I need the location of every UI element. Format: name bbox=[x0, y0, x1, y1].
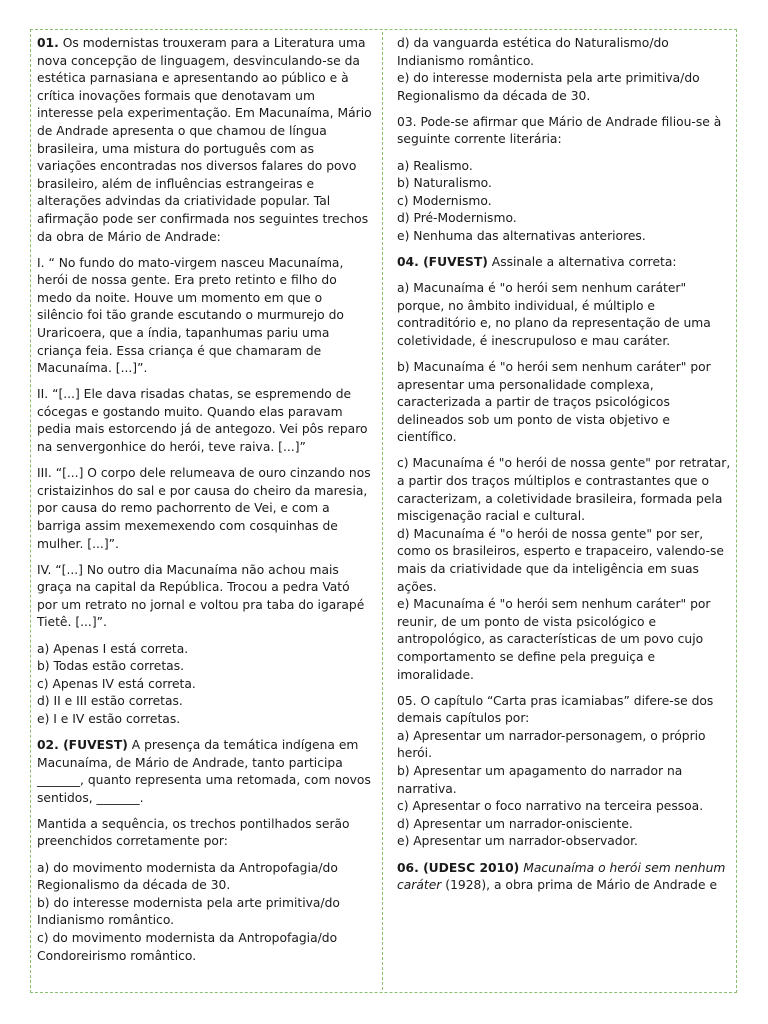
option: c) Apresentar o foco narrativo na terceira pessoa. bbox=[397, 799, 704, 814]
option: b) Todas estão corretas. bbox=[37, 659, 185, 674]
option: e) Apresentar um narrador-observador. bbox=[397, 834, 638, 849]
option: b) Apresentar um apagamento do narrador na narrativa. bbox=[397, 764, 683, 796]
question-01-options bbox=[37, 641, 372, 729]
question-01-excerpt-4: IV. “[...] No outro dia Macunaíma não achou mais graça na capital da República. Trocou a pedra Vató por um retrato no jornal e voltou pra taba do igarapé Tietê. [...]”. bbox=[37, 562, 365, 630]
option: b) Naturalismo. bbox=[397, 176, 492, 191]
question-05-stem: 05. O capítulo “Carta pras icamiabas” difere-se dos demais capítulos por: bbox=[397, 693, 714, 726]
question-06-stem bbox=[397, 860, 731, 895]
option: c) Apenas IV está correta. bbox=[37, 676, 196, 691]
question-01-excerpt-2: II. “[...] Ele dava risadas chatas, se espremendo de cócegas e gostando muito. Quando elas paravam pedia mais estorcendo já de antegozo. Vei pôs reparo na senvergonhice do herói, teve raiva. [...]” bbox=[37, 387, 368, 455]
question-02-option-c: c) do movimento modernista da Antropofagia/do Condoreirismo romântico. bbox=[37, 930, 338, 963]
question-02-instruction: Mantida a sequência, os trechos pontilhados serão preenchidos corretamente por: bbox=[37, 816, 350, 849]
question-04-option-e: e) Macunaíma é "o herói sem nenhum caráter" por reunir, de um ponto de vista psicológico e antropológico, as características de um povo cujo comportamento se define pela preguiça e imoralidade. bbox=[397, 597, 711, 682]
option: a) Apenas I está correta. bbox=[37, 641, 189, 656]
question-02-stem bbox=[37, 737, 372, 807]
option: c) Modernismo. bbox=[397, 193, 492, 208]
option: d) Pré-Modernismo. bbox=[397, 211, 517, 226]
option: d) II e III estão corretas. bbox=[37, 694, 183, 709]
question-02-option-e: e) do interesse modernista pela arte primitiva/do Regionalismo da década de 30. bbox=[397, 71, 700, 103]
question-04-option-a: a) Macunaíma é "o herói sem nenhum caráter" porque, no âmbito individual, é múltiplo e contraditório e, no plano da representação de uma coletividade, é inescrupuloso e mau caráter. bbox=[397, 281, 711, 348]
question-04-stem bbox=[397, 254, 731, 272]
right-column bbox=[397, 35, 731, 903]
question-06-number: 06. (UDESC 2010) bbox=[397, 860, 520, 875]
question-02-option-d: d) da vanguarda estética do Naturalismo/do Indianismo romântico. bbox=[397, 36, 669, 68]
option: e) I e IV estão corretas. bbox=[37, 711, 181, 726]
question-02-option-b: b) do interesse modernista pela arte primitiva/do Indianismo romântico. bbox=[37, 895, 340, 928]
question-02-text: A presença da temática indígena em Macunaíma, de Mário de Andrade, tanto participa _______, quanto representa uma retomada, com novos sentidos, _______. bbox=[37, 737, 371, 805]
question-01-excerpt-3: III. “[...] O corpo dele relumeava de ouro cinzando nos cristaizinhos do sal e por causa do cheiro da maresia, por causa do remo pachorrento de Vei, e com a barriga assim mexemexendo com cosquinhas de mulher. [...]”. bbox=[37, 466, 371, 551]
question-04-text: Assinale a alternativa correta: bbox=[491, 255, 677, 270]
question-01-number: 01. bbox=[37, 36, 59, 50]
question-02-number: 02. (FUVEST) bbox=[37, 737, 128, 752]
question-01-intro bbox=[37, 35, 372, 246]
question-01-excerpt-1: I. “ No fundo do mato-virgem nasceu Macunaíma, herói de nossa gente. Era preto retinto e filho do medo da noite. Houve um momento em que o silêncio foi tão grande escutando o murmurejo do Uraricoera, que a índia, tapanhumas pariu uma criança feia. Essa criança é que chamaram de Macunaíma. [...]”. bbox=[37, 255, 344, 376]
option: d) Apresentar um narrador-onisciente. bbox=[397, 816, 633, 831]
question-04-option-b: b) Macunaíma é "o herói sem nenhum caráter" por apresentar uma personalidade complexa, caracterizada a partir de traços psicológicos delineados sob um ponto de vista objetivo e científico. bbox=[397, 360, 711, 445]
question-04-option-d: d) Macunaíma é "o herói de nossa gente" por ser, como os brasileiros, esperto e trapaceiro, valendo-se mais da criatividade que da inteligência em suas ações. bbox=[397, 526, 724, 594]
question-04-option-c: c) Macunaíma é "o herói de nossa gente" por retratar, a partir dos traços múltiplos e contrastantes que o caracterizam, a coletividade brasileira, formada pela miscigenação racial e cultural. bbox=[397, 456, 731, 524]
question-01-text: Os modernistas trouxeram para a Literatura uma nova concepção de linguagem, desvinculando-se da estética parnasiana e apresentando ao público e à crítica inovações formais que denotavam um interesse pela experimentação. Em Macunaíma, Mário de Andrade apresenta o que chamou de língua brasileira, uma mistura do português com as variações encontradas nos diversos falares do povo brasileiro, além de influências estrangeiras e alterações advindas da criatividade popular. Tal afirmação pode ser confirmada nos seguintes trechos da obra de Mário de Andrade: bbox=[37, 36, 372, 244]
column-divider bbox=[382, 32, 383, 990]
question-03-options bbox=[397, 158, 731, 246]
question-02-option-a: a) do movimento modernista da Antropofagia/do Regionalismo da década de 30. bbox=[37, 860, 338, 893]
question-06-text: (1928), a obra prima de Mário de Andrade e bbox=[445, 878, 718, 893]
left-column bbox=[37, 35, 372, 965]
option: a) Apresentar um narrador-personagem, o próprio herói. bbox=[397, 728, 706, 761]
question-05 bbox=[397, 693, 731, 851]
question-06-title: Macunaíma o herói sem nenhum caráter bbox=[397, 860, 726, 893]
option: a) Realismo. bbox=[397, 158, 473, 173]
question-03-stem: 03. Pode-se afirmar que Mário de Andrade filiou-se à seguinte corrente literária: bbox=[397, 114, 722, 147]
question-04-number: 04. (FUVEST) bbox=[397, 255, 488, 270]
option: e) Nenhuma das alternativas anteriores. bbox=[397, 228, 646, 243]
